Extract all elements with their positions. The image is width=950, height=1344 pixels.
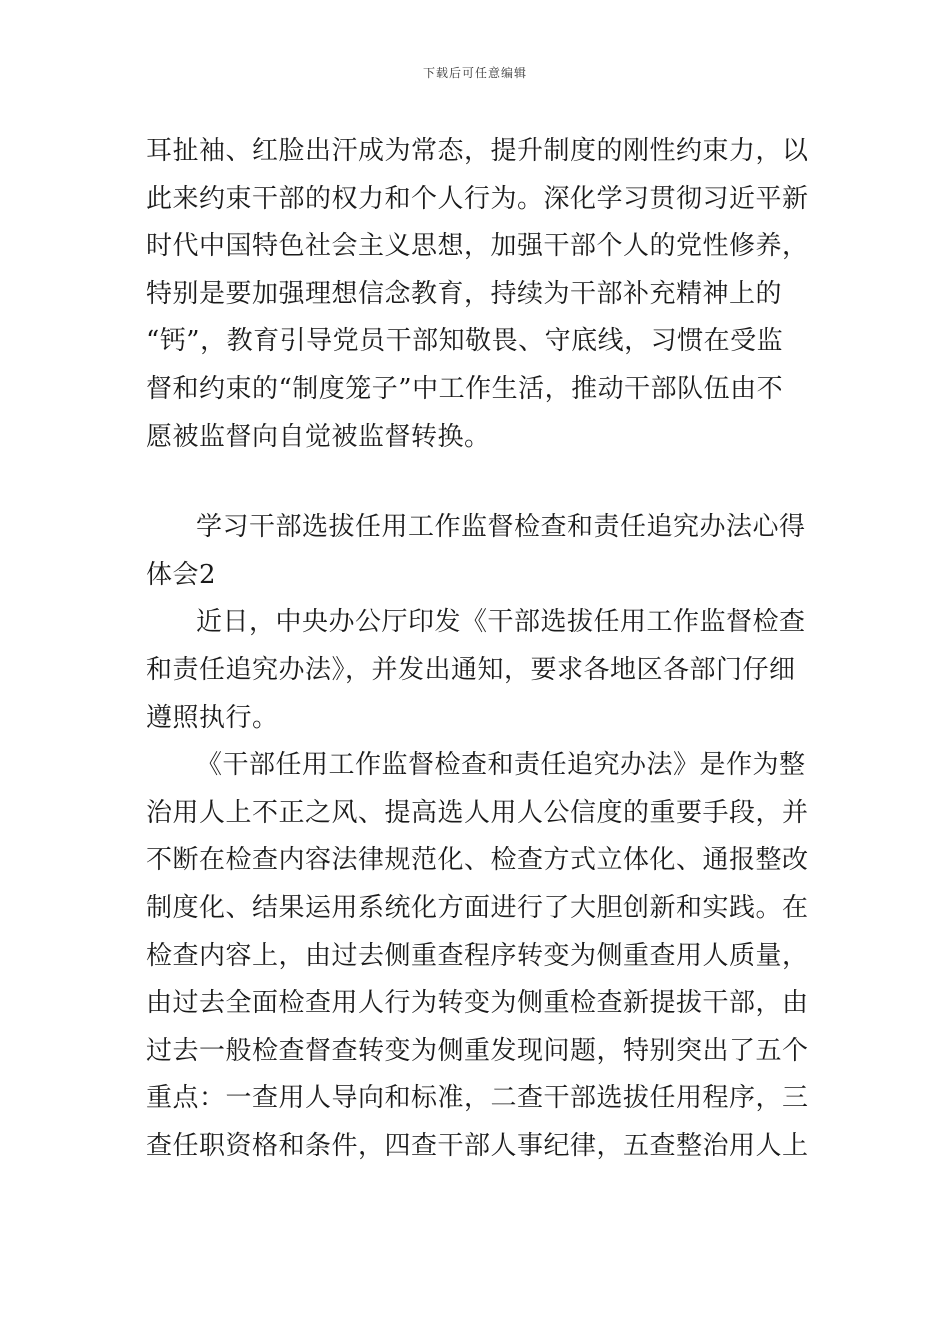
text-line: 督和约束的“制度笼子”中工作生活，推动干部队伍由不 [146, 373, 784, 404]
text-line: 时代中国特色社会主义思想，加强干部个人的党性修养， [146, 231, 809, 262]
paragraph-continuation [146, 128, 809, 461]
text-line: 愿被监督向自觉被监督转换。 [146, 421, 491, 452]
text-line: 近日，中央办公厅印发《干部选拔任用工作监督检查 [196, 607, 806, 638]
text-line: 耳扯袖、红脸出汗成为常态，提升制度的刚性约束力，以 [146, 136, 809, 166]
title-line: 体会2 [146, 559, 217, 590]
text-line: 不断在检查内容法律规范化、检查方式立体化、通报整改 [146, 845, 809, 876]
paragraph-intro [146, 599, 806, 742]
text-line: 遵照执行。 [146, 702, 279, 733]
document-body [146, 128, 809, 1170]
text-line: 查任职资格和条件，四查干部人事纪律，五查整治用人上 [146, 1130, 809, 1161]
title-line: 学习干部选拔任用工作监督检查和责任追究办法心得 [196, 512, 806, 543]
text-line: 治用人上不正之风、提高选人用人公信度的重要手段，并 [146, 797, 809, 828]
page-header: 下载后可任意编辑 [422, 66, 527, 80]
text-line: 重点：一查用人导向和标准，二查干部选拔任用程序，三 [146, 1083, 809, 1114]
section-title [146, 504, 806, 599]
paragraph-body [146, 742, 809, 1170]
text-line: “钙”，教育引导党员干部知敬畏、守底线，习惯在受监 [146, 326, 784, 357]
text-line: 特别是要加强理想信念教育，持续为干部补充精神上的 [146, 278, 783, 309]
text-line: 制度化、结果运用系统化方面进行了大胆创新和实践。在 [146, 892, 809, 923]
text-line: 由过去全面检查用人行为转变为侧重检查新提拔干部，由 [146, 988, 809, 1019]
text-line: 和责任追究办法》，并发出通知，要求各地区各部门仔细 [146, 654, 796, 685]
text-line: 《干部任用工作监督检查和责任追究办法》是作为整 [196, 750, 806, 781]
section-gap [146, 461, 806, 504]
text-line: 此来约束干部的权力和个人行为。深化学习贯彻习近平新 [146, 183, 809, 214]
text-line: 过去一般检查督查转变为侧重发现问题，特别突出了五个 [146, 1035, 809, 1066]
text-line: 检查内容上，由过去侧重查程序转变为侧重查用人质量， [146, 940, 809, 971]
